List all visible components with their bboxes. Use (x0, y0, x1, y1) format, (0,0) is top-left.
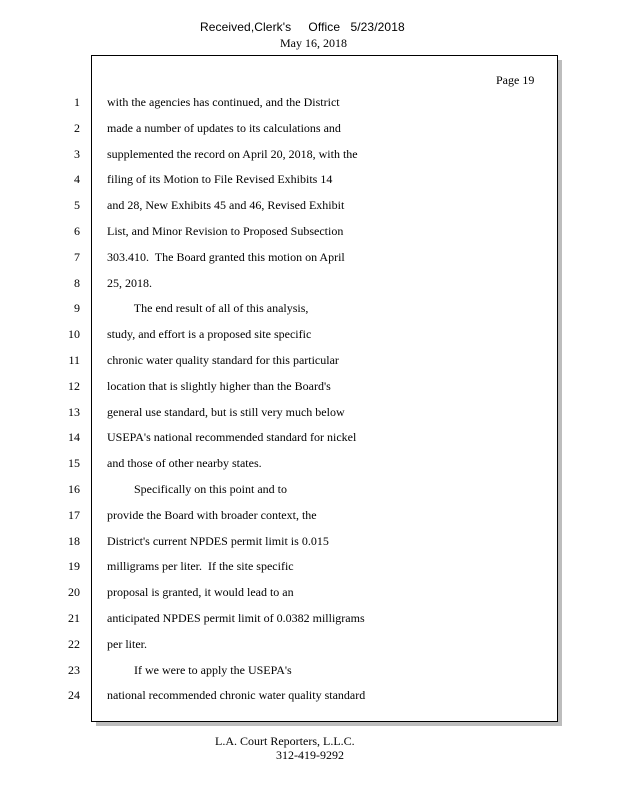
line-number: 12 (68, 379, 80, 393)
transcript-line: made a number of updates to its calculations and (107, 121, 341, 135)
transcript-line: study, and effort is a proposed site specific (107, 327, 312, 341)
line-number: 20 (68, 585, 80, 599)
line-number: 4 (74, 172, 80, 186)
transcript-date: May 16, 2018 (280, 36, 347, 50)
transcript-line: anticipated NPDES permit limit of 0.0382 milligrams (107, 611, 365, 625)
transcript-line: The end result of all of this analysis, (107, 301, 309, 315)
transcript-line: 303.410. The Board granted this motion on April (107, 250, 345, 264)
line-number: 17 (68, 508, 80, 522)
line-number: 22 (68, 637, 80, 651)
footer-company: L.A. Court Reporters, L.L.C. (215, 734, 355, 748)
transcript-line: milligrams per liter. If the site specific (107, 559, 294, 573)
transcript-line: per liter. (107, 637, 147, 651)
transcript-line: USEPA's national recommended standard for nickel (107, 430, 357, 444)
line-number: 16 (68, 482, 80, 496)
transcript-line: proposal is granted, it would lead to an (107, 585, 294, 599)
line-number: 3 (74, 147, 80, 161)
transcript-line: national recommended chronic water quality standard (107, 688, 366, 702)
transcript-line: with the agencies has continued, and the District (107, 95, 340, 109)
transcript-line: Specifically on this point and to (107, 482, 287, 496)
transcript-line: provide the Board with broader context, the (107, 508, 317, 522)
line-number: 10 (68, 327, 80, 341)
line-number: 23 (68, 663, 80, 677)
transcript-line: District's current NPDES permit limit is 0.015 (107, 534, 329, 548)
line-number: 8 (74, 276, 80, 290)
transcript-line: and those of other nearby states. (107, 456, 262, 470)
line-number: 1 (74, 95, 80, 109)
line-number: 11 (68, 353, 80, 367)
transcript-line: List, and Minor Revision to Proposed Subsection (107, 224, 344, 238)
footer-phone: 312-419-9292 (276, 748, 344, 762)
line-number: 9 (74, 301, 80, 315)
line-number: 18 (68, 534, 80, 548)
line-number: 6 (74, 224, 80, 238)
line-number: 24 (68, 688, 80, 702)
transcript-line: and 28, New Exhibits 45 and 46, Revised Exhibit (107, 198, 345, 212)
line-number: 2 (74, 121, 80, 135)
transcript-line: If we were to apply the USEPA's (107, 663, 292, 677)
line-number: 19 (68, 559, 80, 573)
transcript-line: filing of its Motion to File Revised Exhibits 14 (107, 172, 333, 186)
line-number: 5 (74, 198, 80, 212)
page-number: Page 19 (496, 73, 535, 87)
line-number: 21 (68, 611, 80, 625)
line-number: 15 (68, 456, 80, 470)
transcript-line: location that is slightly higher than the Board's (107, 379, 331, 393)
line-number: 14 (68, 430, 80, 444)
transcript-line: supplemented the record on April 20, 2018, with the (107, 147, 358, 161)
transcript-line: general use standard, but is still very much below (107, 405, 345, 419)
line-number: 7 (74, 250, 80, 264)
line-number: 13 (68, 405, 80, 419)
clerk-received-stamp: Received,Clerk's Office 5/23/2018 (200, 20, 405, 34)
transcript-line: 25, 2018. (107, 276, 152, 290)
transcript-line: chronic water quality standard for this particular (107, 353, 339, 367)
